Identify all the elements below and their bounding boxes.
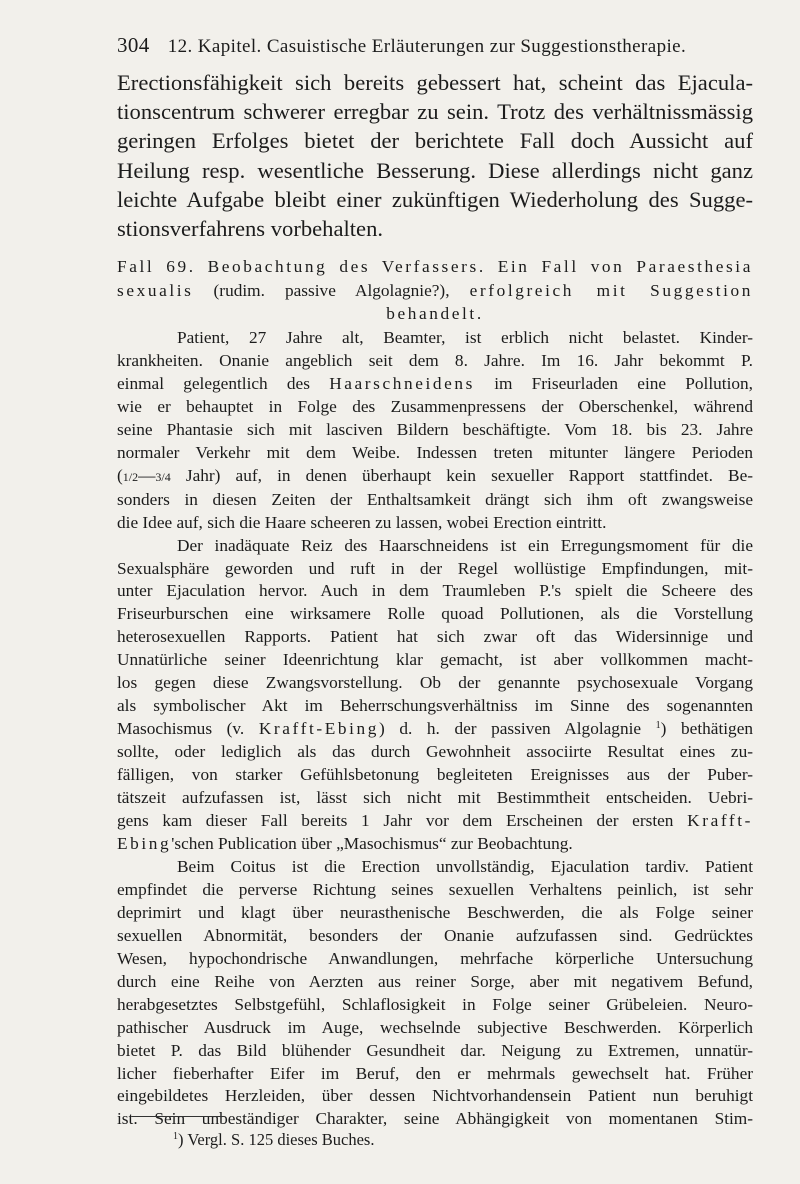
footnote-text: ) Vergl. S. 125 dieses Buches. <box>178 1130 375 1149</box>
text-line: Patient, 27 Jahre alt, Beamter, ist erblich nicht belastet. Kinder- <box>177 328 753 347</box>
text-line <box>117 465 753 489</box>
text-line <box>117 373 753 396</box>
text-line: normaler Verkehr mit dem Weibe. Indessen treten mitunter längere Perioden <box>117 442 753 462</box>
text-span: im Friseurladen eine Pollution, <box>475 373 753 393</box>
text-line: Erectionsfähigkeit sich bereits gebessert hat, scheint das Ejacula- <box>117 70 753 95</box>
footnote <box>173 1130 374 1150</box>
text-line: wie er behauptet in Folge des Zusammenpressens der Oberschenkel, während <box>117 396 753 416</box>
text-line: eingebildetes Herzleiden, über dessen Nichtvorhandensein Patient nun beruhigt <box>117 1086 753 1106</box>
text-line: bietet P. das Bild blühender Gesundheit dar. Neigung zu Extremen, unnatür- <box>117 1040 753 1060</box>
text-line: Beim Coitus ist die Erection unvollständig, Ejaculation tardiv. Patient <box>177 856 753 876</box>
text-span: Jahr) auf, in denen überhaupt kein sexueller Rapport stattfindet. Be- <box>170 465 753 485</box>
text-line: Unnatürliche seiner Ideenrichtung klar gemacht, ist aber vollkommen macht- <box>117 650 753 670</box>
text-line <box>117 810 753 833</box>
text-line: deprimirt und klagt über neurasthenische Beschwerden, die als Folge seiner <box>117 902 753 922</box>
fraction: 3/4 <box>155 469 171 484</box>
text-line: Der inadäquate Reiz des Haarschneidens ist ein Erregungsmoment für die <box>177 535 753 555</box>
text-span: 'schen Publication über „Masochismus“ zur Beobachtung. <box>171 833 573 853</box>
case-title: (rudim. passive Algolagnie?), <box>193 280 470 300</box>
text-line: unter Ejaculation hervor. Auch in dem Traumleben P.'s spielt die Scheere des <box>117 581 753 601</box>
text-line: Sexualsphäre geworden und ruft in der Regel wollüstige Empfindungen, mit- <box>117 558 753 578</box>
case-observer: Beobachtung des Verfassers. <box>207 257 486 276</box>
text-line: sollte, oder lediglich als das durch Gewohnheit associirte Resultat eines zu- <box>117 742 753 762</box>
spaced-term: Haarschneidens <box>329 373 475 393</box>
text-line: Wesen, hypochondrische Anwandlungen, mehrfache körperliche Untersuchung <box>117 948 753 968</box>
text-span: einmal gelegentlich des <box>117 373 330 393</box>
text-line: Friseurburschen eine wirksamere Rolle quoad Pollutionen, als die Vorstellung <box>117 604 753 624</box>
fraction: 1/2 <box>122 469 139 484</box>
text-span: Masochismus (v. <box>117 719 259 739</box>
text-line <box>117 718 753 741</box>
case-title: sexualis <box>117 280 194 300</box>
text-line: krankheiten. Onanie angeblich seit dem 8. Jahre. Im 16. Jahr bekommt P. <box>117 350 753 370</box>
case-heading-line <box>117 255 753 279</box>
text-line: leichte Aufgabe bleibt einer zukünftigen Wiederholung des Sugge- <box>117 186 753 212</box>
case-heading-line <box>117 279 753 303</box>
text-span: ) d. h. der passiven Algolagnie <box>378 719 656 739</box>
case-number: Fall 69. <box>117 257 208 276</box>
text-line: pathischer Ausdruck im Auge, wechselnde subjective Beschwerden. Körperlich <box>117 1017 753 1037</box>
text-line: sonders in diesen Zeiten der Enthaltsamkeit drängt sich ihm oft zwangsweise <box>117 489 753 509</box>
text-span: gens kam dieser Fall bereits 1 Jahr vor dem Erscheinen der ersten <box>117 811 688 831</box>
running-header <box>117 33 686 58</box>
case-body <box>117 327 753 1131</box>
footnote-marker: 1 <box>173 1131 178 1142</box>
text-line: fälligen, von starker Gefühlsbetonung begleiteten Ereignisses aus der Puber- <box>117 765 753 785</box>
case-heading-line <box>117 302 753 326</box>
footnote-rule <box>132 1116 224 1117</box>
text-line: heterosexuellen Rapports. Patient hat sich zwar oft das Widersinnige und <box>117 627 753 647</box>
text-line: los gegen diese Zwangsvorstellung. Ob der genannte psychosexuale Vorgang <box>117 673 753 693</box>
text-line: Heilung resp. wesentliche Besserung. Diese allerdings nicht ganz <box>117 157 753 183</box>
text-line: empfindet die perverse Richtung seines sexuellen Verhaltens peinlich, ist sehr <box>117 879 753 899</box>
text-line: sexuellen Abnormität, besonders der Onanie aufzufassen sind. Gedrücktes <box>117 925 753 945</box>
spaced-term: Ebing <box>117 833 172 853</box>
text-line: tionscentrum schwerer erregbar zu sein. Trotz des verhältnissmässig <box>117 99 753 125</box>
footnote-ref: 1 <box>655 720 661 732</box>
text-span: ) bethätigen <box>660 719 754 739</box>
running-title: 12. Kapitel. Casuistische Erläuterungen zur Suggestionstherapie. <box>167 36 687 57</box>
lead-paragraph <box>117 68 753 243</box>
text-line: seine Phantasie sich mit lasciven Bildern beschäftigte. Vom 18. bis 23. Jahre <box>117 419 753 439</box>
text-span: — <box>138 465 156 485</box>
text-span: ( <box>117 465 123 485</box>
page-number: 304 <box>117 33 150 57</box>
case-heading <box>117 255 753 326</box>
spaced-term: Krafft-Ebing <box>258 719 379 739</box>
text-line: tätszeit aufzufassen ist, lässt sich nicht mit Bestimmtheit entscheiden. Uebri- <box>117 788 753 808</box>
text-line: die Idee auf, sich die Haare scheeren zu lassen, wobei Erection eintritt. <box>117 512 607 532</box>
case-title: erfolgreich mit Suggestion <box>469 280 753 300</box>
text-line: als symbolischer Akt im Beherrschungsverhältniss im Sinne des sogenannten <box>117 696 753 716</box>
case-title: Ein Fall von Paraesthesia <box>485 257 753 276</box>
text-line <box>117 833 753 856</box>
text-line: licher fieberhafter Eifer im Beruf, den er mehrmals gewechselt hat. Früher <box>117 1063 753 1083</box>
text-line: durch eine Reihe von Aerzten aus reiner Sorge, aber mit negativem Befund, <box>117 971 753 991</box>
spaced-term: Krafft- <box>687 811 753 831</box>
text-line: stionsverfahrens vorbehalten. <box>117 216 384 242</box>
text-line: herabgesetztes Selbstgefühl, Schlaflosigkeit in Folge seiner Grübeleien. Neuro- <box>117 994 753 1014</box>
case-title: behandelt. <box>386 304 484 323</box>
text-line: ist. Sein unbeständiger Charakter, seine Abhängigkeit von momentanen Stim- <box>117 1109 753 1129</box>
text-line: geringen Erfolges bietet der berichtete Fall doch Aussicht auf <box>117 128 753 154</box>
